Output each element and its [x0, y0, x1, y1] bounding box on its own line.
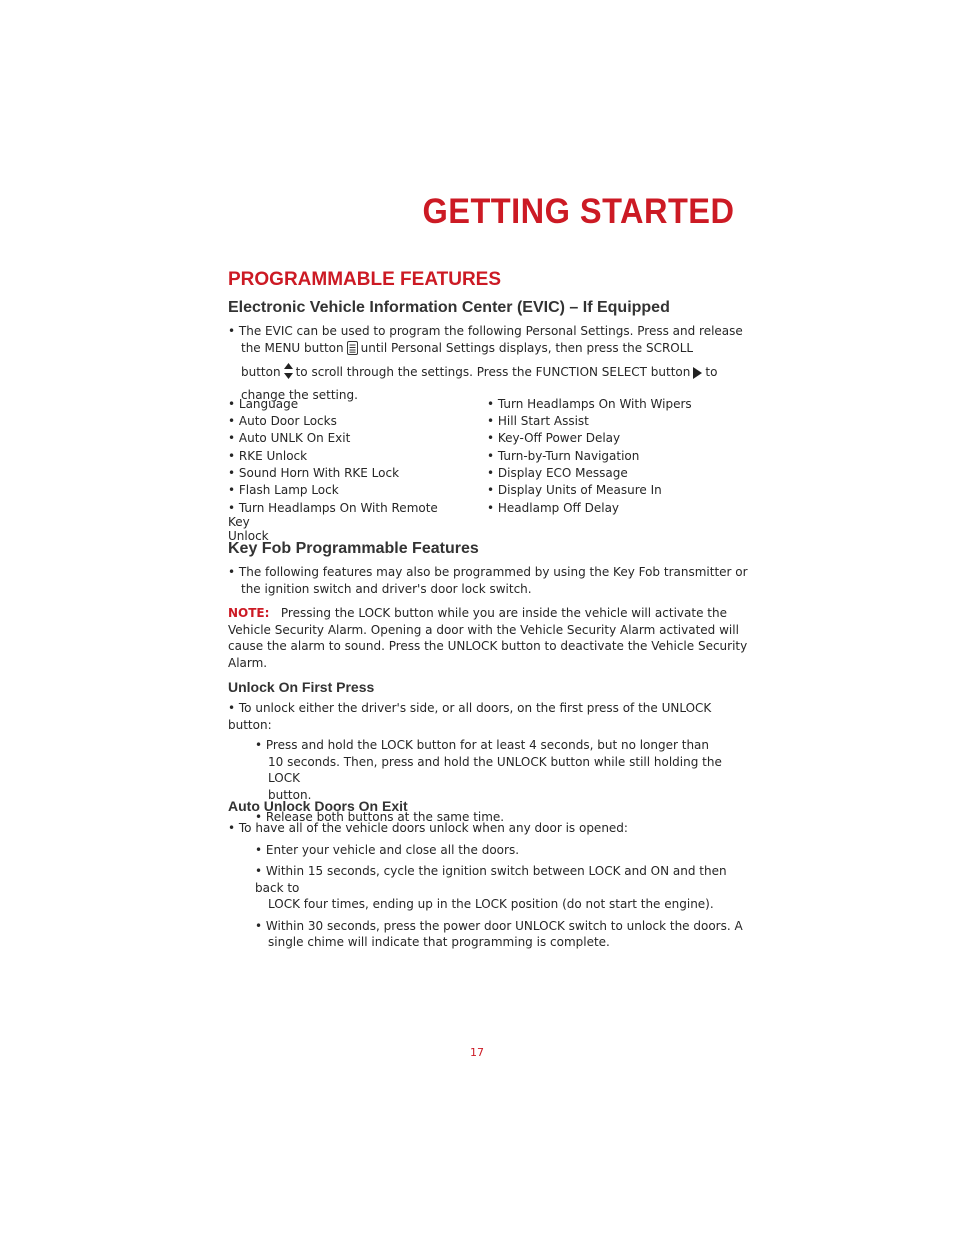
section-header: GETTING STARTED: [422, 192, 734, 231]
keyfob-intro: [228, 564, 748, 597]
auto-unlock-bullet3-line1: • Within 15 seconds, cycle the ignition switch between LOCK and ON and then back to: [255, 864, 727, 895]
page-number: 17: [470, 1046, 484, 1059]
evic-intro-line1: • The EVIC can be used to program the following Personal Settings. Press and release: [228, 324, 743, 338]
list-item: • Auto Door Locks: [228, 414, 337, 429]
auto-unlock-bullet4-line2: single chime will indicate that programming is complete.: [268, 935, 610, 949]
list-item: • Turn Headlamps On With Wipers: [487, 397, 692, 411]
settings-list-right: [487, 396, 737, 517]
auto-unlock-bullet1: • To have all of the vehicle doors unlock when any door is opened:: [228, 821, 628, 835]
auto-unlock-heading: Auto Unlock Doors On Exit: [228, 798, 408, 814]
list-item: • Key-Off Power Delay: [487, 431, 621, 446]
menu-list-icon: [347, 341, 358, 360]
list-item: Unlock: [228, 529, 269, 544]
unlock-first-bullet2-line1: • Press and hold the LOCK button for at least 4 seconds, but no longer than: [255, 738, 710, 752]
evic-intro-line3: [228, 363, 748, 384]
note-text: Pressing the LOCK button while you are inside the vehicle will activate the: [280, 606, 727, 620]
evic-intro-menu-text: the MENU button: [241, 340, 344, 355]
unlock-first-bullet1: • To unlock either the driver's side, or all doors, on the first press of the UNLOCK button:: [228, 701, 712, 732]
note-label: NOTE:: [228, 606, 270, 620]
evic-intro-line2: [228, 340, 748, 360]
note-line1: [228, 605, 748, 622]
note-line4: Alarm.: [228, 655, 268, 670]
play-arrow-icon: [693, 367, 702, 384]
keyfob-intro-line1: • The following features may also be programmed by using the Key Fob transmitter or: [228, 565, 748, 579]
list-item: • Hill Start Assist: [487, 414, 589, 429]
evic-intro-function-text: to scroll through the settings. Press the FUNCTION SELECT button: [295, 365, 691, 379]
auto-unlock-body: [228, 820, 748, 951]
list-item: • Language: [228, 397, 299, 411]
auto-unlock-bullet2: • Enter your vehicle and close all the doors.: [255, 842, 520, 857]
unlock-first-bullet3: • Release both buttons at the same time.: [255, 810, 505, 824]
keyfob-heading: Key Fob Programmable Features: [228, 540, 479, 557]
settings-list-left: [228, 396, 463, 543]
unlock-first-bullet2-line2: 10 seconds. Then, press and hold the UNLOCK button while still holding the LOCK: [268, 754, 722, 785]
list-item: • Auto UNLK On Exit: [228, 431, 351, 446]
evic-intro: [228, 323, 748, 403]
auto-unlock-bullet4-line1: • Within 30 seconds, press the power door UNLOCK switch to unlock the doors. A: [255, 918, 743, 933]
unlock-first-heading: Unlock On First Press: [228, 679, 375, 695]
list-item: • Turn Headlamps On With Remote Key: [228, 501, 438, 530]
evic-heading: Electronic Vehicle Information Center (EVIC) – If Equipped: [228, 299, 670, 316]
scroll-updown-icon: [284, 363, 293, 384]
evic-intro-line4: change the setting.: [241, 387, 358, 402]
note-block: [228, 605, 748, 671]
note-line2: Vehicle Security Alarm. Opening a door with the Vehicle Security Alarm activated will: [228, 622, 739, 637]
list-item: • RKE Unlock: [228, 448, 308, 463]
list-item: • Display Units of Measure In: [487, 483, 662, 498]
evic-intro-button-text: button: [241, 365, 281, 379]
keyfob-intro-line2: the ignition switch and driver's door lock switch.: [241, 581, 532, 596]
evic-intro-scroll-text: until Personal Settings displays, then press the SCROLL: [360, 340, 694, 355]
note-line3: cause the alarm to sound. Press the UNLOCK button to deactivate the Vehicle Security: [228, 639, 748, 653]
list-item: • Display ECO Message: [487, 465, 628, 480]
page-title: PROGRAMMABLE FEATURES: [228, 269, 502, 290]
evic-intro-to-text: to: [705, 365, 718, 379]
auto-unlock-bullet3-line2: LOCK four times, ending up in the LOCK position (do not start the engine).: [268, 897, 714, 911]
list-item: • Turn-by-Turn Navigation: [487, 448, 640, 463]
list-item: • Headlamp Off Delay: [487, 501, 620, 516]
list-item: • Flash Lamp Lock: [228, 483, 339, 498]
list-item: • Sound Horn With RKE Lock: [228, 465, 400, 480]
unlock-first-bullet2-line3: button.: [268, 787, 312, 802]
